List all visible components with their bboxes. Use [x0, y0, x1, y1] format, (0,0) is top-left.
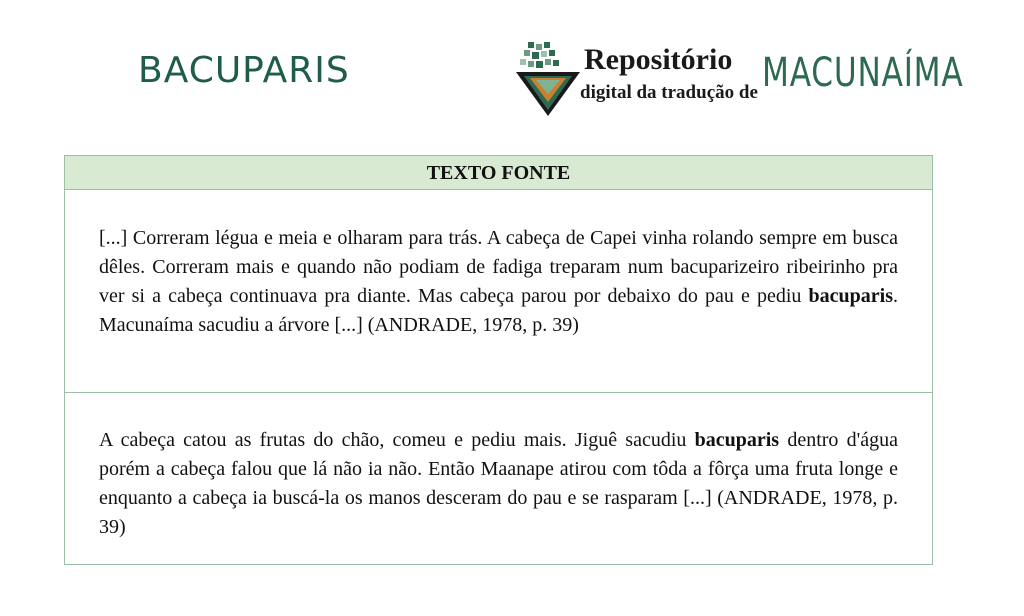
quote-text: [...] Correram légua e meia e olharam para trás. A cabeça de Capei vinha rolando sempre em busca dêles. Correram mais e quando não podiam de fadiga treparam num bacuparizeiro ribeirinho pra ver si a cabeça continuava pra diante. Mas cabeça parou por debaixo do pau e pediu: [99, 227, 898, 307]
quote-text: . Macunaíma sacudiu a árvore [...] (ANDRADE, 1978, p. 39): [99, 285, 898, 336]
entry-title: BACUPARIS: [138, 50, 350, 91]
logo-line-subtitle: digital da tradução de: [580, 82, 758, 103]
source-text-table: [64, 155, 933, 565]
quote-text: A cabeça catou as frutas do chão, comeu e pediu mais. Jiguê sacudiu: [99, 429, 695, 451]
quote-paragraph: [99, 224, 898, 340]
logo-emblem-icon: [514, 40, 582, 118]
table-header: TEXTO FONTE: [65, 156, 932, 190]
highlighted-term: bacuparis: [694, 429, 780, 451]
quote-paragraph: [99, 426, 898, 542]
quote-text: dentro d'água porém a cabeça falou que lá não ia não. Então Maanape atirou com tôda a fôrça uma fruta longe e enquanto a cabeça ia buscá-la os manos desceram do pau e se rasparam [...] (ANDRADE, 1978, p. 39): [99, 429, 898, 538]
table-row: [65, 190, 932, 393]
logo-macunaima: MACUNAÍMA: [762, 50, 964, 96]
table-row: [65, 393, 932, 542]
logo-line-repositorio: Repositório: [584, 43, 733, 76]
repository-logo: [514, 40, 964, 120]
highlighted-term: bacuparis: [808, 285, 893, 307]
